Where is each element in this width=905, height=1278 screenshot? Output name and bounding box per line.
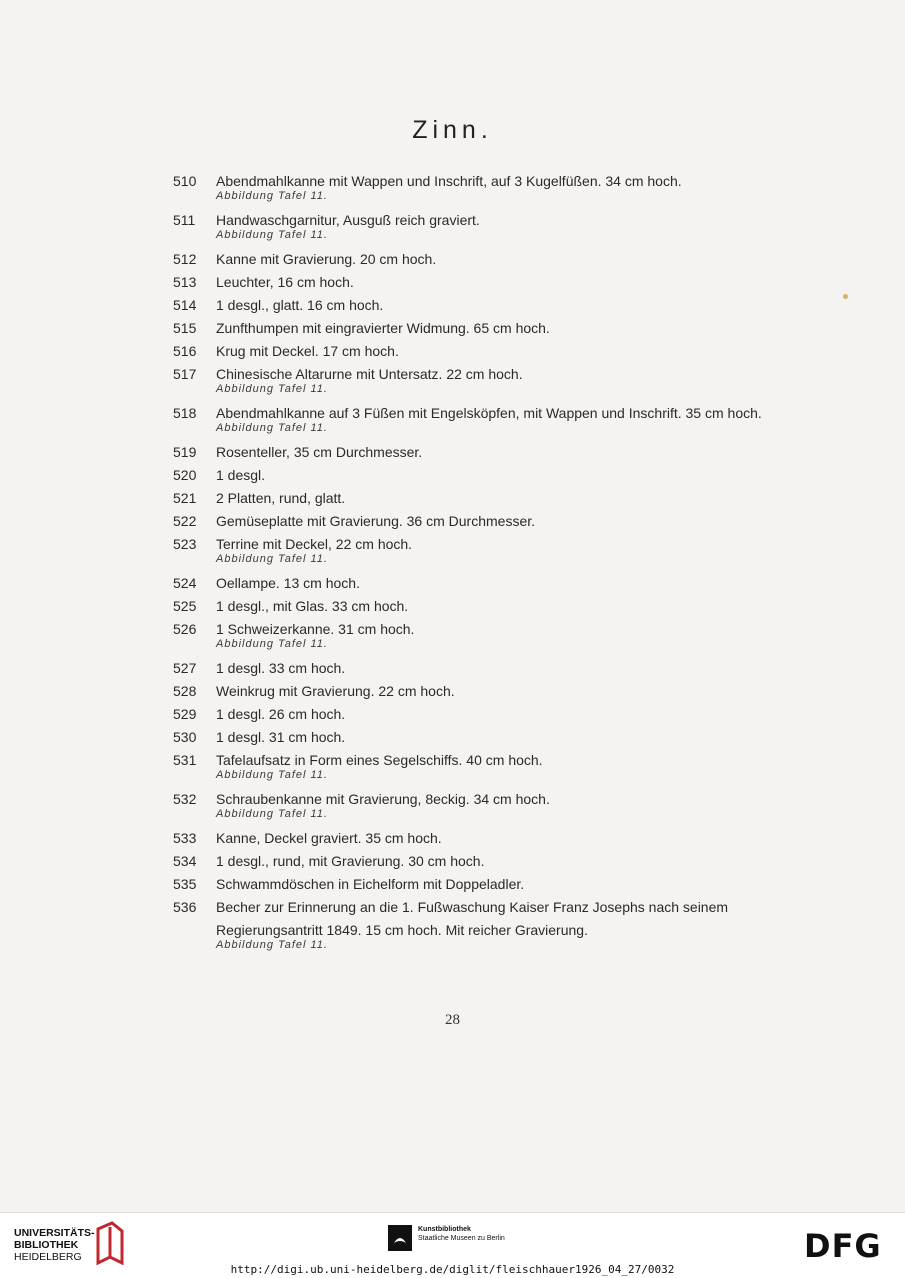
eagle-icon xyxy=(388,1225,412,1251)
entry-description: Weinkrug mit Gravierung. 22 cm hoch. xyxy=(216,683,455,699)
dfg-logo[interactable]: DFG xyxy=(804,1227,882,1265)
catalog-entry xyxy=(173,896,813,952)
entry-description: Chinesische Altarurne mit Untersatz. 22 cm hoch. xyxy=(216,366,523,382)
entry-description: 1 desgl. 33 cm hoch. xyxy=(216,660,346,676)
ub-line-1: UNIVERSITÄTS- xyxy=(14,1227,95,1239)
catalog-entries xyxy=(173,170,813,958)
catalog-entry xyxy=(173,703,813,726)
entry-number: 514 xyxy=(173,297,197,313)
ub-book-icon xyxy=(92,1219,126,1269)
page-title: Zinn. xyxy=(412,116,493,144)
entry-number: 515 xyxy=(173,320,197,336)
entry-number: 534 xyxy=(173,853,197,869)
kunstbibliothek-logo[interactable] xyxy=(388,1225,505,1243)
catalog-entry xyxy=(173,170,813,203)
entry-description: Tafelaufsatz in Form eines Segelschiffs. 40 cm hoch. xyxy=(216,752,543,768)
entry-number: 536 xyxy=(173,899,197,915)
entry-description: 1 Schweizerkanne. 31 cm hoch. xyxy=(216,621,415,637)
paper-speck xyxy=(843,294,848,299)
entry-description: 2 Platten, rund, glatt. xyxy=(216,490,346,506)
entry-description: Schwammdöschen in Eichelform mit Doppeladler. xyxy=(216,876,525,892)
catalog-entry xyxy=(173,464,813,487)
catalog-entry xyxy=(173,533,813,566)
entry-description: Becher zur Erinnerung an die 1. Fußwaschung Kaiser Franz Josephs nach seinem Regierungsantritt 1849. 15 cm hoch. Mit reicher Gravierung. xyxy=(216,899,729,938)
entry-number: 510 xyxy=(173,173,197,189)
catalog-entry xyxy=(173,827,813,850)
entry-description: Oellampe. 13 cm hoch. xyxy=(216,575,360,591)
catalog-entry xyxy=(173,749,813,782)
entry-plate-reference: Abbildung Tafel 11. xyxy=(216,939,328,951)
catalog-entry xyxy=(173,271,813,294)
entry-number: 512 xyxy=(173,251,197,267)
catalog-entry xyxy=(173,294,813,317)
entry-plate-reference: Abbildung Tafel 11. xyxy=(216,769,328,781)
entry-description: 1 desgl. 26 cm hoch. xyxy=(216,706,346,722)
entry-description: Kanne mit Gravierung. 20 cm hoch. xyxy=(216,251,437,267)
entry-description: 1 desgl., rund, mit Gravierung. 30 cm hoch. xyxy=(216,853,485,869)
catalog-entry xyxy=(173,595,813,618)
entry-description: Kanne, Deckel graviert. 35 cm hoch. xyxy=(216,830,442,846)
catalog-entry xyxy=(173,618,813,651)
catalog-entry xyxy=(173,317,813,340)
entry-description: 1 desgl. 31 cm hoch. xyxy=(216,729,346,745)
entry-plate-reference: Abbildung Tafel 11. xyxy=(216,229,328,241)
entry-number: 519 xyxy=(173,444,197,460)
catalog-entry xyxy=(173,441,813,464)
footer-bar xyxy=(0,1212,905,1278)
entry-number: 526 xyxy=(173,621,197,637)
ub-line-2: BIBLIOTHEK xyxy=(14,1239,79,1251)
catalog-entry xyxy=(173,788,813,821)
entry-number: 520 xyxy=(173,467,197,483)
catalog-entry xyxy=(173,402,813,435)
entry-description: 1 desgl., mit Glas. 33 cm hoch. xyxy=(216,598,409,614)
entry-number: 517 xyxy=(173,366,197,382)
entry-description: Abendmahlkanne mit Wappen und Inschrift, auf 3 Kugelfüßen. 34 cm hoch. xyxy=(216,173,682,189)
entry-number: 516 xyxy=(173,343,197,359)
entry-plate-reference: Abbildung Tafel 11. xyxy=(216,553,328,565)
catalog-entry xyxy=(173,487,813,510)
catalog-entry xyxy=(173,657,813,680)
entry-number: 533 xyxy=(173,830,197,846)
catalog-entry xyxy=(173,363,813,396)
entry-number: 532 xyxy=(173,791,197,807)
catalog-entry xyxy=(173,209,813,242)
catalog-entry xyxy=(173,248,813,271)
entry-plate-reference: Abbildung Tafel 11. xyxy=(216,808,328,820)
entry-description: Rosenteller, 35 cm Durchmesser. xyxy=(216,444,423,460)
catalog-entry xyxy=(173,680,813,703)
entry-description: Leuchter, 16 cm hoch. xyxy=(216,274,354,290)
entry-number: 511 xyxy=(173,212,196,228)
entry-description: 1 desgl. xyxy=(216,467,266,483)
catalog-entry xyxy=(173,340,813,363)
catalog-entry xyxy=(173,510,813,533)
entry-number: 525 xyxy=(173,598,197,614)
entry-number: 524 xyxy=(173,575,197,591)
entry-description: Gemüseplatte mit Gravierung. 36 cm Durchmesser. xyxy=(216,513,536,529)
entry-number: 518 xyxy=(173,405,197,421)
entry-number: 521 xyxy=(173,490,197,506)
entry-description: 1 desgl., glatt. 16 cm hoch. xyxy=(216,297,384,313)
entry-plate-reference: Abbildung Tafel 11. xyxy=(216,383,328,395)
entry-plate-reference: Abbildung Tafel 11. xyxy=(216,422,328,434)
ub-heidelberg-logo[interactable] xyxy=(14,1227,95,1263)
entry-description: Terrine mit Deckel, 22 cm hoch. xyxy=(216,536,413,552)
kb-subtitle: Staatliche Museen zu Berlin xyxy=(418,1235,505,1242)
ub-line-3: HEIDELBERG xyxy=(14,1251,82,1263)
entry-plate-reference: Abbildung Tafel 11. xyxy=(216,190,328,202)
page-number: 28 xyxy=(445,1012,460,1028)
entry-number: 531 xyxy=(173,752,197,768)
entry-number: 513 xyxy=(173,274,197,290)
entry-description: Handwaschgarnitur, Ausguß reich graviert. xyxy=(216,212,480,228)
entry-number: 530 xyxy=(173,729,197,745)
entry-number: 527 xyxy=(173,660,197,676)
entry-description: Schraubenkanne mit Gravierung, 8eckig. 34 cm hoch. xyxy=(216,791,550,807)
entry-plate-reference: Abbildung Tafel 11. xyxy=(216,638,328,650)
catalog-entry xyxy=(173,726,813,749)
kb-name: Kunstbibliothek xyxy=(418,1226,471,1233)
entry-description: Abendmahlkanne auf 3 Füßen mit Engelsköpfen, mit Wappen und Inschrift. 35 cm hoch. xyxy=(216,405,762,421)
entry-number: 528 xyxy=(173,683,197,699)
entry-number: 535 xyxy=(173,876,197,892)
catalog-entry xyxy=(173,572,813,595)
permalink-url[interactable]: http://digi.ub.uni-heidelberg.de/diglit/fleischhauer1926_04_27/0032 xyxy=(230,1263,675,1276)
entry-description: Krug mit Deckel. 17 cm hoch. xyxy=(216,343,399,359)
catalog-entry xyxy=(173,873,813,896)
catalog-entry xyxy=(173,850,813,873)
entry-number: 523 xyxy=(173,536,197,552)
entry-number: 522 xyxy=(173,513,197,529)
entry-number: 529 xyxy=(173,706,197,722)
entry-description: Zunfthumpen mit eingravierter Widmung. 65 cm hoch. xyxy=(216,320,550,336)
